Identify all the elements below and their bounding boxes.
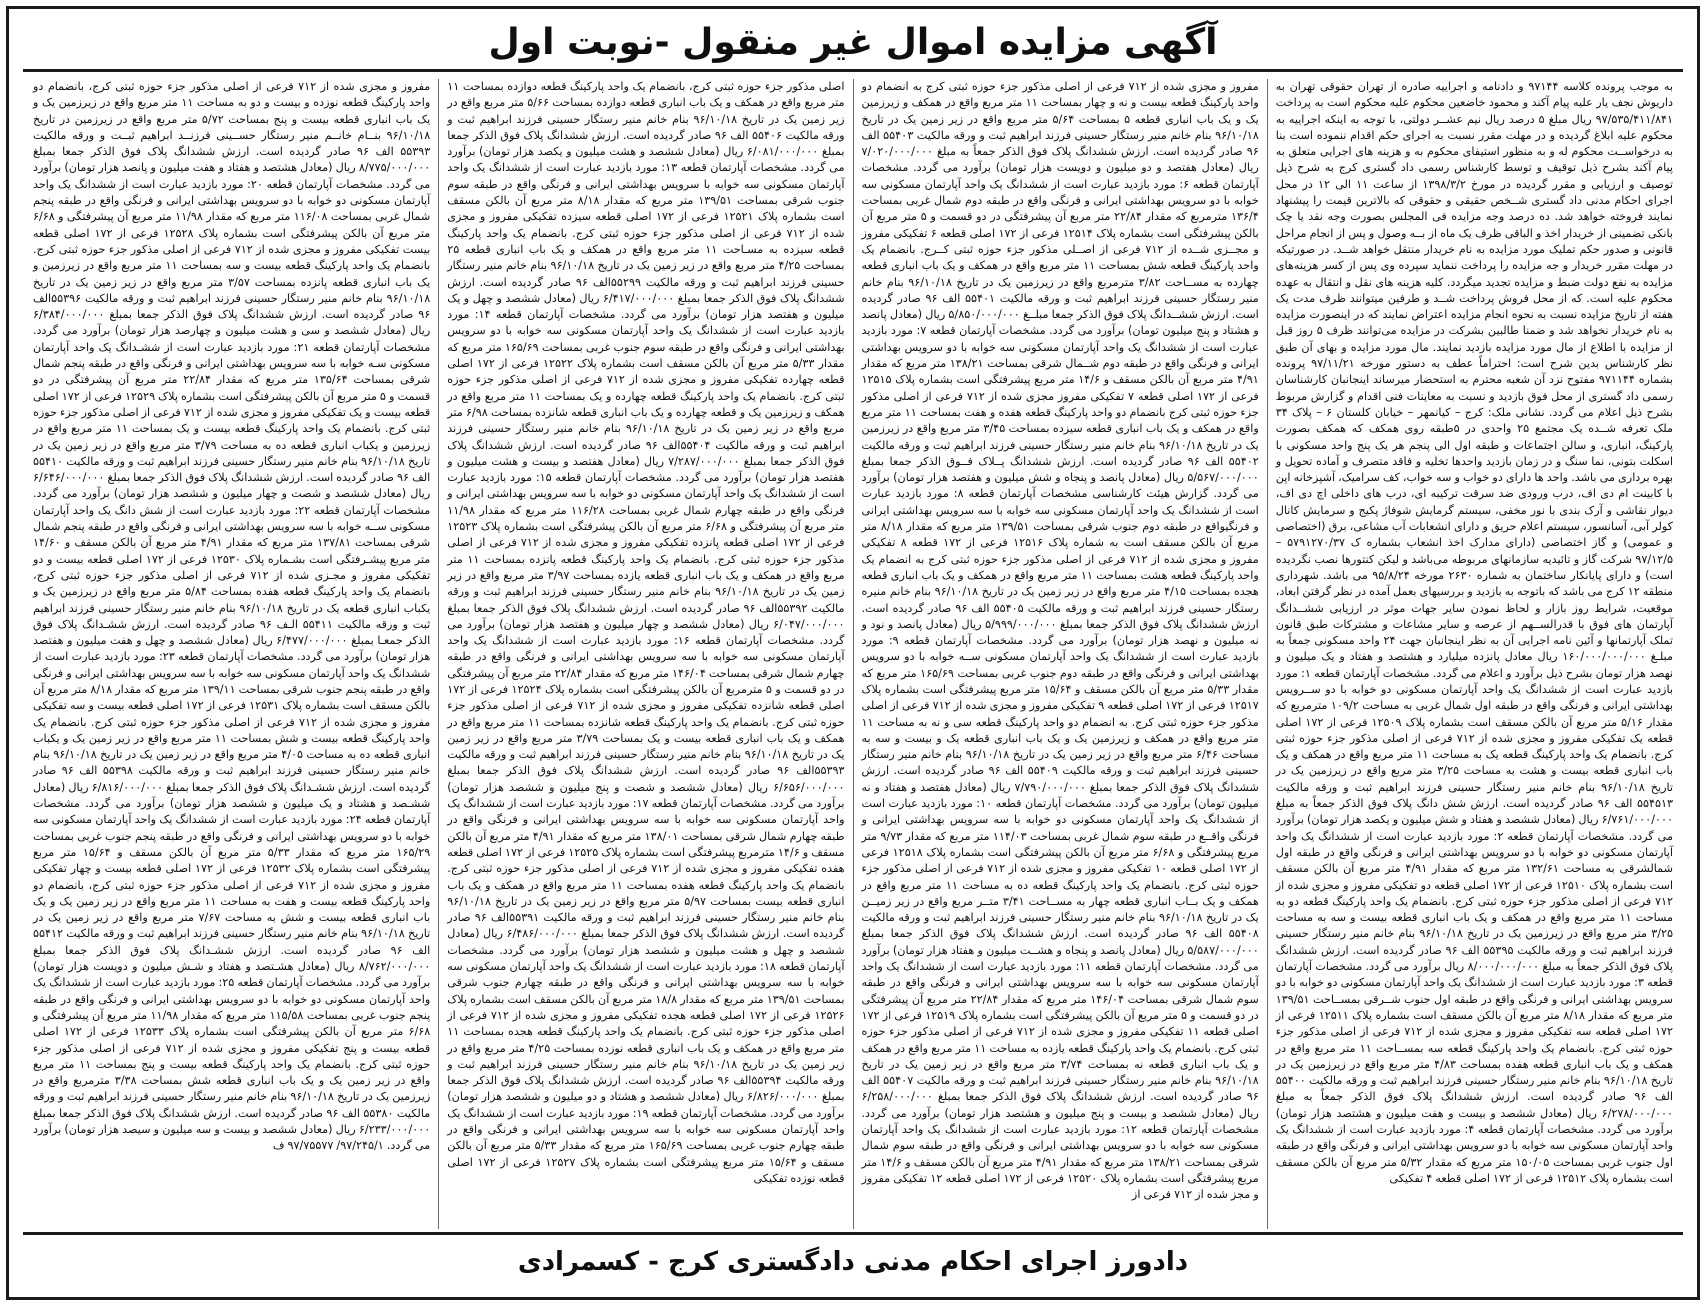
signature-bar [23,1232,1683,1289]
notice-column-2 [853,79,1267,1229]
notice-column-3 [438,79,852,1229]
notice-column-text: به موجب پرونده کلاسه ۹۷۱۴۴ و دادنامه و اجراییه صادره از تهران حقوقی تهران به داریوش نجف یار علیه پیام آکند و محمود خاضعین محکوم علیه محکوم است به پرداخت ۹۷/۵۳۵/۴۱۱/۸۴۱ ریال مبلغ ۵ درصد ریال نیم عشــر دولتی، با توجه به اینکه اجراییه به محکوم علیه ابلاغ گردیده و در مهلت مقرر نسبت به اجرای حکم اقدام ننموده است بنا به درخواســت محکوم له و به منظور استیفای محکوم به و هزینه های اجرایی متعلق به پیام آکند بشرح ذیل توقیف و توسط کارشناس رسمی داد گستری کرج به شرح ذیل توصیف و ارزیابی و مقرر گردیده در مورخ ۱۳۹۸/۳/۲ از ساعت ۱۱ الی ۱۲ در محل اجرای احکام مدنی داد گستری شــخص حقیقی و حقوقی که بالاترین قیمت را پیشنهاد نمایند فروخته خواهد شد. ده درصد وجه مزایده فی المجلس بصورت وجه نقد یا چک بانکی تضمینی از خریدار اخذ و الباقی ظرف یک ماه از بــه وصول و پس از انجام مراحل قانونی و صدور حکم تملیک مورد مزایده به نام خریدار منتقل خواهد شــد. در صورتیکه در مهلت مقرر خریدار و جه مزایده را پرداخت ننماید سپرده وی پس از کسر هزینه‌های مزایده به نفع دولت ضبط و مزایده تجدید میگردد. کلیه هزینه های نقل و انتقال به عهده محکوم علیه است. که از محل فروش پرداخت شــد و طرفین میتوانند ظرف مدت یک هفته از تاریخ مزایده نسبت به نحوه انجام مزایده اعتراض نمایند که در اینصورت مزایده به نام خریدار نخواهد شد و ضمنا طالبین بشرکت در مزایده می‌توانند ظرف ۵ روز قبل از مزایده با اطلاع از مال مورد مزایده بازدید نمایند. مال مورد مزایده و بهای آن طبق نظر کارشناس بدین شرح است: احتراماً عطف به دستور مورخه ۹۷/۱۱/۲۱ پرونده بشماره ۹۷۱۱۴۴ مفتوح نزد آن شعبه محترم به استحضار میرساند اینجانبان کارشناسان رسمی داد گستری از محل فوق بازدید و نسبت به معاینات فنی اقدام و گزارش مربوط بشرح ذیل اعلام می گردد. نشانی ملک: کرج – کیانمهر – خیابان کلستان ۶ – پلاک ۳۴ ملک تعرفه شــده یک مجتمع ۲۵ واحدی در ۵طبقه روی همکف که همکف بصورت پارکینگ، انباری، و سالن اجتماعات و طبقه اول الی پنجم هر یک پنج واحد مسکونی با اسکلت بتونی، نما سنگ و در زمان بازدید واحدها تخلیه و فاقد متصرف و آماده تحویل و بهره برداری می باشد. واحد ها دارای دو خواب و سه خواب، کف سرامیک، آشپزخانه اپن با کابینت ام دی اف، درب ورودی ضد سرقت ترکیبه ای، درب های داخلی اچ دی اف، دیوار نقاشی و آرک بندی با نور مخفی، سیستم گرمایش شوفاژ پکیج و سرمایش کانال کولر آبی، آسانسور، سیستم اعلام حریق و دارای انشعابات آب مشاعی، برق (اختصاصی و عمومی) و گاز اختصاصی (دارای مدارک اخذ انشعاب بشماره ک ۵۷۹۱۲۷۰/۳۷ – ۹۷/۱۲/۵ شرکت گاز و تائیدیه سازمانهای مربوطه می‌باشد و لیکن کنتورها نصب نگردیده است) و دارای پایانکار ساختمان به شماره ۲۶۳۰ مورخه ۹۵/۸/۲۴ می باشد. شهرداری منطقه ۱۲ کرج می باشد که باتوجه به بازدید و بررسیهای بعمل آمده در نظر گرفتن ابعاد، موقعیت، شرایط روز بازار و لحاظ نمودن سایر جهات موثر در ارزیابی ششــدانگ آپارتمان های فوق با قدرالســهم از عرصه و سایر مشاعات و مشترکات طبق قانون تملک آپارتمانها و آئین نامه اجرایی آن به نظر اینجانبان جهت ۲۴ واحد مسکونی جمعاً به مبلـغ ۱۶۰/۰۰۰/۰۰۰/۰۰۰ ریال معادل پانزده میلیارد و هشتصد و هفتاد و یک میلیون و نهصد هزار تومان بشرح ذیل برآورد و اعلام می گردد. مشخصات آپارتمان قطعه ۱: مورد بازدید عبارت است از ششدانگ یک واحد آپارتمان مسکونی دو خوابه با دو ســرویس بهداشتی ایرانی و فرنگی واقع در طبقه اول شمال غربی به مساحت ۱۰۹/۲ مترمربع که مقدار ۵/۱۶ متر مربع آن بالکن مسقف است بشماره پلاک ۱۲۵۰۹ فرعی از ۱۷۲ اصلی قطعه یک تفکیکی مفروز و مجزی شده از ۷۱۲ فرعی از اصلی مذکور جزء حوزه ثبتی کرج. بانضمام یک واحد پارکینگ قطعه یک به مساحت ۱۱ متر مربع واقع در همکف و یک باب انباری قطعه بیست و هشت به مساحت ۳/۲۵ متر مربع واقع در زیرزمین یک در تاریخ ۹۶/۱۰/۱۸ بنام خانم منیر رستگار حسینی فرزند ابراهیم ثبت و ورقه مالکیت ۵۵۴۵۱۳ الف ۹۶ صادر گردیده است. ارزش شش دانگ پلاک فوق الذکر جمعاً به مبلغ ۶/۷۶۱/۰۰۰/۰۰۰ ریال (معادل ششصد و هفتاد و شش میلیون و یکصد هزار تومان) برآورد می گردد. مشخصات آپارتمان قطعه ۲: مورد بازدید عبارت است از ششدانگ یک واحد آپارتمان مسکونی دو خوابه با دو سرویس بهداشتی ایرانی و فرنگی واقع در طبقه اول شمالشرقی به مساحت ۱۳۲/۶۱ متر مربع که مقدار ۴/۹۱ متر مربع آن بالکن مسقف است بشماره پلاک ۱۲۵۱۰ فرعی از ۱۷۲ اصلی قطعه دو تفکیکی مفروز و مجزی شده از ۷۱۲ فرعی از اصلی مذکور جزء حوزه ثبتی کرج. بانضمام یک واحد پارکینگ قطعه دو به مساحت ۱۱ متر مربع واقع در همکف و یک باب انباری قطعه بیست و سه به مساحت ۳/۲۵ متر مربع واقع در زیرزمین یک در تاریخ ۹۶/۱۰/۱۸ بنام خانم منیر رستگار حسینی فرزند ابراهیم ثبت و ورقه مالکیت ۵۵۳۹۵ الف ۹۶ صادر گردیده است. ارزش ششدانگ پلاک فوق الذکر جمعاً به مبلغ ۸/۰۰۰/۰۰۰/۰۰۰ ریال برآورد می گردد. مشخصات آپارتمان قطعه ۳: مورد بازدید عبارت است از ششدانگ یک واحد آپارتمان مسکونی دو خوابه با دو سرویس بهداشتی ایرانی و فرنگی واقع در طبقه اول جنوب شــرقی بمســاحت ۱۳۹/۵۱ متر مربع که مقدار ۸/۱۸ متر مربع آن بالکن مسقف است بشماره پلاک ۱۲۵۱۱ فرعی از ۱۷۲ اصلی قطعه سه تفکیکی مفروز و مجزی شده از ۷۱۲ فرعی از اصلی مذکور جزء حوزه ثبتی کرج. بانضمام یک واحد پارکینگ قطعه سه بمســاحت ۱۱ متر مربع واقع در همکف و یک باب انباری قطعه هفده بمساحت ۴/۸۳ متر مربع واقع در زیرزمین یک در تاریخ ۹۶/۱۰/۱۸ بنام خانم منیر رستگار حسینی فرزند ابراهیم ثبت و ورقه مالکیت ۵۵۴۰۰ الف ۹۶ صادر گردیده است. ارزش ششدانگ پلاک فوق الذکر جمعاً به مبلغ ۶/۲۷۸/۰۰۰/۰۰۰ ریال (معادل ششصد و بیست و هفت میلیون و هشتصد هزار تومان) برآورد می گردد. مشخصات آپارتمان قطعه ۴: مورد بازدید عبارت است از ششدانگ یک واحد آپارتمان مسکونی سه خوابه با دو سرویس بهداشتی ایرانی و فرنگی واقع در طبقه اول جنوب غربی بمساحت ۱۵۰/۰۵ متر مربع که مقدار ۵/۳۲ متر مربع آن بالکن مسقف است بشماره پلاک ۱۲۵۱۲ فرعی از ۱۷۲ اصلی قطعه ۴ تفکیکی [1275,80,1674,1185]
notice-column-text: مفروز و مجزی شده از ۷۱۲ فرعی از اصلی مذکور جزء حوزه ثبتی کرج، بانضمام دو واحد پارکینگ قطعه نوزده و بیست و دو به مساحت ۱۱ متر مربع واقع در زیرزمین یک و یک باب انباری قطعه بیست و پنج بمساحت ۵/۷۲ متر مربع واقع در زیرزمین در تاریخ ۹۶/۱۰/۱۸ بنــام خانــم منیر رستگار حســینی فرزنــد ابراهیم ثبــت و ورقه مالکیت ۵۵۳۹۳ الف ۹۶ صادر گردیده است. ارزش ششدانگ پلاک فوق الذکر جمعا بمبلغ ۸/۷۷۵/۰۰۰/۰۰۰ ریال (معادل هشتصد و هفتاد و هفت میلیون و پانصد هزار تومان) برآورد می گردد. مشخصات آپارتمان قطعه ۲۰: مورد بازدید عبارت است از ششدانگ یک واحد آپارتمان مسکونی دو خوابه با دو سرویس بهداشتی ایرانی و فرنگی واقع در طبقه پنجم شمال غربی بمساحت ۱۱۶/۰۸ متر مربع که مقدار ۱۱/۹۸ متر مربع آن پیشرفتگی و ۶/۶۸ متر مربع آن بالکن پیشرفتگی است بشماره پلاک ۱۲۵۲۸ فرعی از ۱۷۲ اصلی قطعه بیست تفکیکی مفروز و مجزی شده از ۷۱۲ فرعی از اصلی مذکور جزء حوزه ثبتی کرج. بانضمام یک واحد پارکینگ قطعه بیست و سه بمساحت ۱۱ متر مربع واقع در زیرزمین و یک باب انباری قطعه پانزده بمساحت ۳/۵۷ متر مربع واقع در زیر زمین یک در تاریخ ۹۶/۱۰/۱۸ بنام خانم منیر رستگار حسینی فرزند ابراهیم ثبت و ورقه مالکیت ۵۵۳۹۶الف ۹۶ صادر گردیده است. ارزش ششدانگ پلاک فوق الذکر جمعا بمبلغ ۶/۳۸۴/۰۰۰/۰۰۰ ریال (معادل ششصد و سی و هشت میلیون و چهارصد هزار تومان) برآورد می گردد. مشخصات آپارتمان قطعه ۲۱: مورد بازدید عبارت است از ششـدانگ یک واحد آپارتمان مسکونی سـه خوابه با سه سرویس بهداشتی ایرانی و فرنگی واقع در طبقه پنجم شمال شرقی بمساحت ۱۳۵/۶۴ متر مربع که مقدار ۲۲/۸۴ متر مربع آن پیشرفتگی در دو قسمت و ۵ متر مربع آن بالکن پیشرفتگی است بشماره پلاک ۱۲۵۲۹ فرعی از ۱۷۲ اصلی قطعه بیست و یک تفکیکی مفروز و مجزی شده از ۷۱۲ فرعی از اصلی مذکور جزء حوزه ثبتی کرج. بانضمام یک واحد پارکینگ قطعه بیست و یک بمساحت ۱۱ متر مربع واقع در زیرزمین و یکباب انباری قطعه ده به مساحت ۳/۷۹ متر مربع واقع در زیر زمین یک در تاریخ ۹۶/۱۰/۱۸ بنام خانم منیر رستگار حسینی فرزند ابراهیم ثبت و ورقه مالکیت ۵۵۴۱۰ الف ۹۶ صادر گردیده است. ارزش ششدانگ پلاک فوق الذکر جمعا بمبلغ ۶/۶۴۶/۰۰۰/۰۰۰ ریال (معادل ششصد و شصت و چهار میلیون و ششصد هزار تومان) برآورد می گردد. مشخصات آپارتمان قطعه ۲۲: مورد بازدید عبارت است از شش دانگ یک واحد آپارتمان مسکونی ســه خوابه با سه سرویس بهداشتی ایرانی و فرنگی واقع در طبقه پنجم شمال شرقی بمساحت ۱۳۷/۸۱ متر مربع که مقدار ۴/۹۱ متر مربع آن بالکن مسقف و ۱۴/۶۰ متر مربع پیشـرفتگی است بشـماره پلاک ۱۲۵۳۰ فرعی از ۱۷۲ اصلی قطعه بیست و دو تفکیکی مفروز و مجـزی شده از ۷۱۲ فرعی از اصلی مذکور جزء حوزه ثبتی کرج، بانضمام یک واحد پارکینگ قطعه هفده بمساحت ۵/۸۴ متر مربع واقع در زیرزمین یک و یکباب انباری قطعه یک در تاریخ ۹۶/۱۰/۱۸ بنام خانم منیر رستگار حسینی فرزند ابراهیم ثبت و ورقه مالکیت ۵۵۴۱۱ الـف ۹۶ صادر گردیده است. ارزش ششـدانگ پلاک فوق الذکر جمعـا بمبلغ ۶/۴۷۷/۰۰۰/۰۰۰ ریال (معادل ششصد و چهل و هفت میلیون و هفتصد هزار تومان) برآورد می گردد. مشخصات آپارتمان قطعه ۲۳: مورد بازدید عبارت است از ششدانگ یک واحد آپارتمان مسکونی سه خوابه با سه سرویس بهداشتی ایرانی و فرنگی واقع در طبقه پنجم جنوب شرقی بمساحت ۱۳۹/۱۱ متر مربع که مقدار ۸/۱۸ متر مربع آن بالکن مسقف است بشماره پلاک ۱۲۵۳۱ فرعی از ۱۷۲ اصلی قطعه بیست و سه تفکیکی مفروز و مجزی شده از ۷۱۲ فرعی از اصلی مذکور جزء حوزه ثبتی کرج. بانضمام یک واحد پارکینگ قطعه بیست و شش بمساحت ۱۱ متر مربع واقع در زیر زمین یک و یکباب انباری قطعه ده به مساحت ۴/۰۵ متر مربع واقع در زیر زمین یک در تاریخ ۹۶/۱۰/۱۸ بنام خانم منیر رستگار حسینی فرزند ابراهیم ثبت و ورقه مالکیت ۵۵۳۹۸ الف ۹۶ صادر گردیده است. ارزش ششـدانگ پلاک فوق الذکر جمعا بمبلغ ۶/۸۱۶/۰۰۰/۰۰۰ ریال (معادل ششـصد و هشتاد و یک میلیون و ششصد هزار تومان) برآورد می گردد. مشخصات آپارتمان قطعه ۲۴: مورد بازدید عبارت است از ششدانگ یک واحد آپارتمان مسکونی سه خوابه با دو سرویس بهداشتی ایرانی و فرنگی واقع در طبقه پنجم جنوب غربی بمساحت ۱۶۵/۲۹ متر مربع که مقدار ۵/۳۳ متر مربع آن بالکن مسقف و ۱۵/۶۴ متر مربع پیشرفتگی است بشماره پلاک ۱۲۵۳۲ فرعی از ۱۷۲ اصلی قطعه بیست و چهار تفکیکی مفروز و مجزی شده از ۷۱۲ فرعی از اصلی مذکور جزء حوزه ثبتی کرج، بانضمام دو واحد پارکینگ قطعه بیست و هفت به مساحت ۱۱ متر مربع واقع در زیر زمین یک و یک باب انباری قطعه بیست و شش به مساحت ۷/۶۷ متر مربع واقع در زیر زمین یک در تاریخ ۹۶/۱۰/۱۸ بنام خانم منیر رستگار حسینی فرزند ابراهیم ثبت و ورقه مالکیت ۵۵۴۱۲ الف ۹۶ صادر گردیده است. ارزش ششـدانگ پلاک فوق الذکر جمعا بمبلغ ۸/۷۶۲/۰۰۰/۰۰۰ ریال (معادل هشـتصد و هفتاد و شـش میلیون و دویست هزار تومان) برآورد می گردد. مشخصات آپارتمان قطعه ۲۵: مورد بازدید عبارت است از ششدانگ یک واحد آپارتمان مسکونی دو خوابه با دو سرویس بهداشتی ایرانی و فرنگی واقع در طبقه پنجم جنوب غربی بمساحت ۱۱۵/۵۸ متر مربع که مقدار ۱۱/۹۸ متر مربع آن پیشرفتگی و ۶/۶۸ متر مربع آن بالکن پیشرفتگی است بشماره پلاک ۱۲۵۳۳ فرعی از ۱۷۲ اصلی قطعه بیست و پنج تفکیکی مفروز و مجزی شده از ۷۱۲ فرعی از اصلی مذکور جزء حوزه ثبتی کرج. بانضمام یک واحد پارکینگ قطعه بیست و پنج بمساحت ۱۱ متر مربع واقع در زیر زمین یک و یک باب انباری قطعه شش بمساحت ۳/۳۸ مترمربع واقع در زیرزمین یک در تاریخ ۹۶/۱۰/۱۸ بنام خانم منیر رستگار حسینی فرزند ابراهیم ثبت و ورقه مالکیت ۵۵۳۸۰ الف ۹۶ صادر گردیده است. ارزش ششدانگ پلاک فوق الذکر جمعا بمبلغ ۶/۲۳۳/۰۰۰/۰۰۰ ریال (معادل ششصد و بیست و سه میلیون و سیصد هزار تومان) برآورد می گردد. ۹۷/۲۴۵/۱/ ۹۷/۷۵۵۷۷ ف [33,80,431,1153]
notice-column-1 [1267,79,1681,1229]
issuer-signature: دادورز اجرای احکام مدنی دادگستری کرج - کسمرادی [517,1247,1189,1277]
title-bar [23,15,1683,72]
notice-columns [25,79,1681,1229]
notice-title: آگهی مزایده اموال غیر منقول -نوبت اول [488,21,1218,63]
notice-column-4 [25,79,438,1229]
notice-column-text: مفروز و مجزی شده از ۷۱۲ فرعی از اصلی مذکور جزء حوزه ثبتی کرج به انضمام دو واحد پارکینگ قطعه بیست و نه و چهار بمساحت ۱۱ متر مربع واقع در همکف و زیرزمین یک و یک باب انباری قطعه ۵ بمساحت ۵/۶۴ متر مربع واقع در زیر زمین یک در تاریخ ۹۶/۱۰/۱۸ بنام خانم منیر رستگار حسینی فرزند ابراهیم ثبت و ورقه مالکیت ۵۵۴۰۳ الف ۹۶ صادر گردیده است. ارزش ششدانگ پلاک فوق الذکر جمعاً به مبلغ ۷/۰۲۰/۰۰۰/۰۰۰ ریال (معادل هفتصد و دو میلیون و دویست هزار تومان) برآورد می گردد. مشخصات آپارتمان قطعه ۶: مورد بازدید عبارت است از ششدانگ یک واحد آپارتمان مسکونی سه خوابه با دو سرویس بهداشتی ایرانی و فرنگی واقع در طبقه دوم شمال غربی بمساحت ۱۳۶/۴ مترمربع که مقدار ۲۲/۸۴ متر مربع آن پیشرفتگی در دو قسمت و ۵ متر مربع آن بالکن پیشرفتگی است بشماره پلاک ۱۲۵۱۴ فرعی از ۱۷۲ اصلی قطعه ۶ تفکیکی مفروز و مجــزی شــده از ۷۱۲ فرعی از اصــلی مذکور جزء حوزه ثبتی کــرج. بانضمام یک واحد پارکینگ قطعه شش بمساحت ۱۱ متر مربع واقع در همکف و یک باب انباری قطعه چهارده به مســاحت ۳/۸۲ مترمربع واقع در زیرزمین یک در تاریخ ۹۶/۱۰/۱۸ بنام خانم منیر رستگار حسینی فرزند ابراهیم ثبت و ورقه مالکیت ۵۵۴۰۱ الف ۹۶ صادر گردیده است. ارزش ششــدانگ پلاک فوق الذکر جمعا مبلــغ ۵/۸۵۰/۰۰۰/۰۰۰ ریال (معادل پانصد و هشتاد و پنج میلیون تومان) برآورد می گردد. مشخصات آپارتمان قطعه ۷: مورد بازدید عبارت است از ششدانگ یک واحد آپارتمان مسکونی سه خوابه با دو سرویس بهداشتی ایرانی و فرنگی واقع در طبقه دوم شــمال شرقی بمساحت ۱۳۸/۲۱ متر مربع که مقدار ۴/۹۱ متر مربع آن بالکن مسقف و ۱۴/۶ متر مربع پیشرفتگی است بشماره پلاک ۱۲۵۱۵ فرعی از ۱۷۲ اصلی قطعه ۷ تفکیکی مفروز مجزی شده از ۷۱۲ فرعی از اصلی مذکور جزء حوزه ثبتی کرج بانضمام دو واحد پارکینگ قطعه هفده و هفت بمساحت ۱۱ متر مربع واقع در همکف و یک باب انباری قطعه سیزده بمساحت ۳/۴۵ متر مربع واقع در زیرزمین یک در تاریخ ۹۶/۱۰/۱۸ بنام خانم منیر رستگار حسینی فرزند ابراهیم ثبت و ورقه مالکیت ۵۵۴۰۲ الف ۹۶ صادر گردیده است. ارزش ششدانگ پــلاک فــوق الذکر جمعا بمبلغ ۵/۵۶۷/۰۰۰/۰۰۰ ریال (معادل پانصد و پنجاه و شش میلیون و هفتصد هزار تومان) برآورد می گردد. گزارش هیئت کارشناسی مشخصات آپارتمان قطعه ۸: مورد بازدید عبارت است از ششدانگ یک واحد آپارتمان مسکونی سه خوابه با سه سرویس بهداشتی ایرانی و فرنگیواقع در طبقه دوم جنوب شرقی بمساحت ۱۳۹/۵۱ متر مربع که مقدار ۸/۱۸ متر مربع آن بالکن مسقف است به شماره پلاک ۱۲۵۱۶ فرعی از ۱۷۲ قطعه ۸ تفکیکی مفروز و مجزی شده از ۷۱۲ فرعی از اصلی مذکور جزء حوزه ثبتی کرج به انضمام یک واحد پارکینگ قطعه هشت بمساحت ۱۱ متر مربع واقع در همکف و یک باب انباری قطعه هجده بمساحت ۴/۱۵ متر مربع واقع در زیر زمین یک در تاریخ ۹۶/۱۰/۱۸ بنام خانم منیره رستگار حسینی فرزند ابراهیم ثبت و ورقه مالکیت ۵۵۴۰۵ الف ۹۶ صادر گردیده است. ارزش ششدانگ پلاک فوق الذکر جمعا بمبلغ ۵/۹۹۹/۰۰۰/۰۰۰ ریال (معادل پانصد و نود و نه میلیون و نهصد هزار تومان) برآورد می گردد. مشخصات آپارتمان قطعه ۹: مورد بازدید عبارت است از ششدانگ یک واحد آپارتمان مسکونی ســه خوابه با دو سرویس بهداشتی ایرانی و فرنگی واقع در طبقه دوم جنوب غربی بمساحت ۱۶۵/۶۹ متر مربع که مقدار ۵/۳۳ متر مربع آن بالکن مسقف و ۱۵/۶۴ متر مربع پیشرفتگی است بشماره پلاک ۱۲۵۱۷ فرعی از ۱۷۲ اصلی قطعه ۹ تفکیکی مفروز و مجزی شده از ۷۱۲ فرعی از اصلی مذکور جزء حوزه ثبتی کرج. به انضمام دو واحد پارکینگ قطعه سی و نه به مساحت ۱۱ متر مربع واقع در همکف و زیرزمین یک و یک باب انباری قطعه یک و بیست و سه به مساحت ۶/۴۶ متر مربع واقع در زیر زمین یک در تاریخ ۹۶/۱۰/۱۸ بنام خانم منیر رستگار حسینی فرزند ابراهیم ثبت و ورقه مالکیت ۵۵۴۰۹ الف ۹۶ صادر گردیده است. ارزش ششدانگ پلاک فوق الذکر جمعا بمبلغ ۷/۷۹۰/۰۰۰/۰۰۰ ریال (معادل هفتصد و هفتاد و نه میلیون تومان) برآورد می گردد. مشخصات آپارتمان قطعه ۱۰: مورد بازدید عبارت است از ششدانگ یک واحد آپارتمان مسکونی دو خوابه با سه سرویس بهداشتی ایرانی و فرنگی واقــع در طبقه سوم شمال غربی بمساحت ۱۱۴/۰۳ متر مربع که مقدار ۹/۷۳ متر مربع پیشرفتگی و ۶/۶۸ متر مربع آن بالکن پیشرفتگی است بشماره پلاک ۱۲۵۱۸ فرعی از ۱۷۲ اصلی قطعه ۱۰ تفکیکی مفروز و مجزی شده از ۷۱۲ فرعی از اصلی مذکور جزء حوزه ثبتی کرج. بانضمام یک واحد پارکینگ قطعه ده به مساحت ۱۱ متر مربع واقع در همکف و یک بــاب انباری قطعه چهار به مســاحت ۳/۴۱ متــر مربع واقع در زیر زمیــن یک در تاریخ ۹۶/۱۰/۱۸ بنام خانم منیر رستگار حسینی فرزند ابراهیم ثبت و ورقه مالکیت ۵۵۴۰۸ الف ۹۶ صادر گردیده است. ارزش ششدانگ پلاک فوق الذکر جمعا بمبلغ ۵/۵۸۷/۰۰۰/۰۰۰ ریال (معادل پانصد و پنجاه و هشــت میلیون و هفتاد هزار تومان) برآورد می گردد. مشخصات آپارتمان قطعه ۱۱: مورد بازدید عبارت است از ششدانگ یک واحد آپارتمان مسکونی سه خوابه با سه سرویس بهداشتی ایرانی و فرنگی واقع در طبقه سوم شمال شرقی بمساحت ۱۴۶/۰۴ متر مربع که مقدار ۲۲/۸۴ متر مربع آن پیشرفتگی در دو قسمت و ۵ متر مربع آن بالکن پیشرفتگی است بشماره پلاک ۱۲۵۱۹ فرعی از ۱۷۲ اصلی قطعه ۱۱ تفکیکی مفروز و مجزی شده از ۷۱۲ فرعی از اصلی مذکور جزء حوزه ثبتی کرج. بانضمام یک واحد پارکینگ قطعه یازده به مساحت ۱۱ متر مربع واقع در همکف و یک باب انباری قطعه نه بمساحت ۳/۷۴ متر مربع واقع در زیر زمین یک در تاریخ ۹۶/۱۰/۱۸ بنام خانم منیر رستگار حسینی فرزند ابراهیم ثبت و ورقه مالکیت ۵۵۴۰۷ الف ۹۶ صادر گردیده است. ارزش ششدانگ پلاک فوق الذکر جمعا بمبلغ ۶/۲۵۸/۰۰۰/۰۰۰ ریال (معادل ششصد و بیست و پنج میلیون و هشتصد هزار تومان) برآورد می گردد. مشخصات آپارتمان قطعه ۱۲: مورد بازدید عبارت است از ششدانگ یک واحد آپارتمان مسکونی سه خوابه با دو سرویس بهداشتی ایرانی و فرنگی واقع در طبقه سوم شمال شرقی بمساحت ۱۳۸/۲۱ متر مربع که مقدار ۴/۹۱ متر مربع آن بالکن مسقف و ۱۴/۶ متر مربع پیشرفتگی است بشماره پلاک ۱۲۵۲۰ فرعی از ۱۷۲ اصلی قطعه ۱۲ تفکیکی مفروز و مجز شده از ۷۱۲ فرعی از [861,80,1259,1202]
notice-column-text: اصلی مذکور جزء حوزه ثبتی کرج، بانضمام یک واحد پارکینگ قطعه دوازده بمساحت ۱۱ متر مربع واقع در همکف و یک باب انباری قطعه دوازده بمساحت ۵/۶۶ متر مربع واقع در زیر زمین یک در تاریخ ۹۶/۱۰/۱۸ بنام خانم منیر رستگار حسینی فرزند ابراهیم ثبت و ورقه مالکیت ۵۵۴۰۶ الف ۹۶ صادر گردیده است. ارزش ششدانگ پلاک فوق الذکر جمعا بمبلغ ۶/۰۸۱/۰۰۰/۰۰۰ ریال (معادل ششصد و هشت میلیون و یکصد هزار تومان) برآورد می گردد. مشخصات آپارتمان قطعه ۱۳: مورد بازدید عبارت است از ششدانگ یک واحد آپارتمان مسکونی سه خوابه با سرویس بهداشتی ایرانی و فرنگی واقع در طبقه سوم جنوب شرقی بمساحت ۱۳۹/۵۱ متر مربع که مقدار ۸/۱۸ متر مربع آن بالکن مسقف است بشماره پلاک ۱۲۵۲۱ فرعی از ۱۷۲ اصلی قطعه سیزده تفکیکی مفروز و مجزی شده از ۷۱۲ فرعی از اصلی مذکور جزء حوزه ثبتی کرج. بانضمام یک واحد پارکینگ قطعه سیزده به مسـاحت ۱۱ متر مربع واقع در همکف و یک باب انباری قطعه ۲۵ بمساحت ۴/۲۵ متر مربع واقع در زیر زمین یک در تاریخ ۹۶/۱۰/۱۸ بنام خانم منیر رستگار حسینی فرزند ابراهیم ثبت و ورقه مالکیت ۵۵۲۹۹الف ۹۶ صادر گردیده است. ارزش ششدانگ پلاک فوق الذکر جمعا بمبلغ ۶/۴۱۷/۰۰۰/۰۰۰ ریال (معادل ششصد و چهل و یک میلیون و هفتصد هزار تومان) برآورد می گردد. مشخصات آپارتمان قطعه ۱۴: مورد بازدید عبارت است از ششدانگ یک واحد آپارتمان مسکونی سه خوابه با دو سرویس بهداشتی ایرانی و فرنگی واقع در طبقه سوم جنوب غربی بمساحت ۱۶۵/۶۹ متر مربع که مقدار ۵/۳۳ متر مربع آن بالکن مسقف است بشماره پلاک ۱۲۵۲۲ فرعی از ۱۷۲ اصلی قطعه چهارده تفکیکی مفروز و مجزی شده از ۷۱۲ فرعی از اصلی مذکور جزء حوزه ثبتی کرج. بانضمام یک واحد پارکینگ قطعه چهارده و یک بمساحت ۱۱ متر مربع واقع در همکف و زیرزمین یک و قطعه چهارده و یک باب انباری قطعه شانزده بمساحت ۶/۹۸ متر مربع واقع در زیر زمین یک در تاریخ ۹۶/۱۰/۱۸ بنام خانم منیر رستگار حسینی فرزند ابراهیم ثبت و ورقه مالکیت ۵۵۴۰۴الف ۹۶ صادر گردیده است. ارزش ششدانگ پلاک فوق الذکر جمعا بمبلغ ۷/۲۸۷/۰۰۰/۰۰۰ ریال (معادل هفتصد و بیست و هشت میلیون و هفتصد هزار تومان) برآورد می گردد. مشخصات آپارتمان قطعه ۱۵: مورد بازدید عبارت است از ششدانگ یک واحد آپارتمان مسکونی دو خوابه با سه سرویس بهداشتی ایرانی و فرنگی واقع در طبقه چهارم شمال غربی بمساحت ۱۱۶/۲۸ متر مربع که مقدار ۱۱/۹۸ متر مربع آن پیشرفتگی و ۶/۶۸ متر مربع آن بالکن پیشرفتگی است بشماره پلاک ۱۲۵۲۳ فرعی از ۱۷۲ اصلی قطعه پانزده تفکیکی مفروز و مجزی شده از ۷۱۲ فرعی از اصلی مذکور جزء حوزه ثبتی کرج. بانضمام یک واحد پارکینگ قطعه پانزده بمساحت ۱۱ متر مربع واقع در همکف و یک باب انباری قطعه یازده بمساحت ۳/۹۷ متر مربع واقع در زیر زمین یک در تاریخ ۹۶/۱۰/۱۸ بنام خانم منیر رستگار حسینی فرزند ابراهیم ثبت و ورقه مالکیت ۵۵۳۹۲الف ۹۶ صادر گردیده است. ارزش ششدانگ پلاک فوق الذکر جمعا بمبلغ ۶/۰۴۷/۰۰۰/۰۰۰ ریال (معادل ششصد و چهار میلیون و هفتصد هزار تومان) برآورد می گردد. مشخصات آپارتمان قطعه ۱۶: مورد بازدید عبارت است از ششدانگ یک واحد آپارتمان مسکونی سه خوابه با سه سرویس بهداشتی ایرانی و فرنگی واقع در طبقه چهارم شمال شرقی بمساحت ۱۴۶/۰۴ متر مربع که مقدار ۲۲/۸۴ متر مربع آن پیشرفتگی در دو قسمت و ۵ مترمربع آن بالکن پیشرفتگی است بشماره پلاک ۱۲۵۲۴ فرعی از ۱۷۲ اصلی قطعه شانزده تفکیکی مفروز و مجزی شده از ۷۱۲ فرعی از اصلی مذکور جزء حوزه ثبتی کرج. بانضمام یک واحد پارکینگ قطعه شانزده بمساحت ۱۱ متر مربع واقع در همکف و یک باب انباری قطعه بیست و یک بمساحت ۳/۷۹ متر مربع واقع در زیر زمین یک در تاریخ ۹۶/۱۰/۱۸ بنام خانم منیر رستگار حسینی فرزند ابراهیم ثبت و ورقه مالکیت ۵۵۳۹۳الف ۹۶ صادر گردیده است. ارزش ششدانگ پلاک فوق الذکر جمعا بمبلغ ۶/۶۵۶/۰۰۰/۰۰۰ ریال (معادل ششصد و شصت و پنج میلیون و ششصد هزار تومان) برآورد می گردد. مشخصات آپارتمان قطعه ۱۷: مورد بازدید عبارت است از ششدانگ یک واحد آپارتمان مسکونی سه خوابه با سه سرویس بهداشتی ایرانی و فرنگی واقع در طبقه چهارم شمال شرقی بمساحت ۱۳۸/۰۱ متر مربع که مقدار ۴/۹۱ متر مربع آن بالکن مسقف و ۱۴/۶ مترمربع پیشرفتگی است بشماره پلاک ۱۲۵۲۵ فرعی از ۱۷۲ اصلی قطعه هفده تفکیکی مفروز و مجزی شده از ۷۱۲ فرعی از اصلی مذکور جزء حوزه ثبتی کرج. بانضمام یک واحد پارکینگ قطعه هفده بمساحت ۱۱ متر مربع واقع در همکف و یک باب انباری قطعه بیست بمساحت ۵/۹۷ متر مربع واقع در زیر زمین یک در تاریخ ۹۶/۱۰/۱۸ بنام خانم منیر رستگار حسینی فرزند ابراهیم ثبت و ورقه مالکیت ۵۵۳۹۱الف ۹۶ صادر گردیده است. ارزش ششدانگ پلاک فوق الذکر جمعا بمبلغ ۶/۴۸۶/۰۰۰/۰۰۰ ریال (معادل ششصد و چهل و هشت میلیون و ششصد هزار تومان) برآورد می گردد. مشخصات آپارتمان قطعه ۱۸: مورد بازدید عبارت است از ششدانگ یک واحد آپارتمان مسکونی سه خوابه با سه سرویس بهداشتی ایرانی و فرنگی واقع در طبقه چهارم جنوب شرقی بمساحت ۱۳۹/۵۱ متر مربع که مقدار ۱۸/۸ متر مربع آن بالکن مسقف است بشماره پلاک ۱۲۵۲۶ فرعی از ۱۷۲ اصلی قطعه هجده تفکیکی مفروز و مجزی شده از ۷۱۲ فرعی از اصلی مذکور جزء حوزه ثبتی کرج. بانضمام یک واحد پارکینگ قطعه هجده بمساحت ۱۱ متر مربع واقع در همکف و یک باب انباری قطعه نوزده بمساحت ۴/۲۵ متر مربع واقع در زیر زمین یک در تاریخ ۹۶/۱۰/۱۸ بنام خانم منیر رستگار حسینی فرزند ابراهیم ثبت و ورقه مالکیت ۵۵۳۹۴الف ۹۶ صادر گردیده است. ارزش ششدانگ پلاک فوق الذکر جمعا بمبلغ ۶/۸۲۶/۰۰۰/۰۰۰ ریال (معادل ششصد و هشتاد و دو میلیون و ششصد هزار تومان) برآورد می گردد. مشخصات آپارتمان قطعه ۱۹: مورد بازدید عبارت است از ششدانگ یک واحد آپارتمان مسکونی سه خوابه با سه سرویس بهداشتی ایرانی و فرنگی واقع در طبقه چهارم جنوب غربی بمساحت ۱۶۵/۶۹ متر مربع که مقدار ۵/۳۳ متر مربع آن بالکن مسقف و ۱۵/۶۴ متر مربع پیشرفتگی است بشماره پلاک ۱۲۵۲۷ فرعی از ۱۷۲ اصلی قطعه نوزده تفکیکی [447,80,845,1185]
notice-page [6,6,1700,1300]
